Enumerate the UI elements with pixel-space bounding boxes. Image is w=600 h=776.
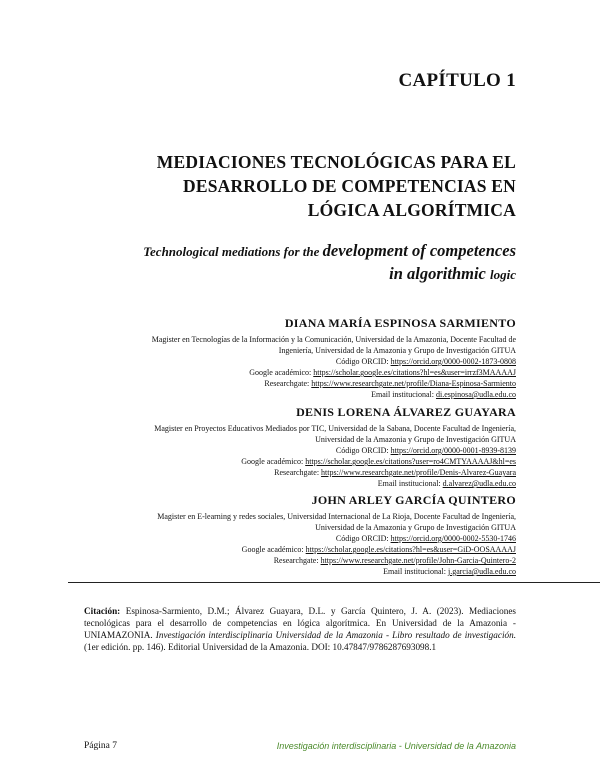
scholar-link[interactable]: https://scholar.google.es/citations?hl=es&user=GiD-OOSAAAAJ <box>305 545 516 554</box>
researchgate-link[interactable]: https://www.researchgate.net/profile/Denis-Alvarez-Guayara <box>321 468 516 477</box>
researchgate-link[interactable]: https://www.researchgate.net/profile/Diana-Espinosa-Sarmiento <box>311 379 516 388</box>
researchgate-label: Researchgate: <box>273 556 321 565</box>
citation-paragraph <box>84 605 516 653</box>
scholar-line <box>46 544 516 555</box>
horizontal-divider <box>68 582 600 583</box>
email-link[interactable]: d.alvarez@udla.edu.co <box>442 479 516 488</box>
subtitle-part: in algorithmic <box>389 264 490 283</box>
scholar-label: Google académico: <box>241 545 306 554</box>
author-affiliation: Universidad de la Amazonia y Grupo de Investigación GITUA <box>315 435 516 444</box>
scholar-label: Google académico: <box>241 457 306 466</box>
page-number: Página 7 <box>84 741 117 751</box>
author-affiliation: Universidad de la Amazonia y Grupo de Investigación GITUA <box>315 523 516 532</box>
email-line <box>46 389 516 400</box>
orcid-link[interactable]: https://orcid.org/0000-0002-1873-0808 <box>390 357 516 366</box>
email-line <box>46 566 516 577</box>
orcid-line <box>46 356 516 367</box>
citation-book-title: Investigación interdisciplinaria Universidad de la Amazonia - Libro resultado de investigación. <box>155 630 516 640</box>
chapter-title <box>76 150 516 222</box>
researchgate-line <box>46 378 516 389</box>
author-block <box>46 316 516 400</box>
author-name: DENIS LORENA ÁLVAREZ GUAYARA <box>296 405 516 419</box>
scholar-link[interactable]: https://scholar.google.es/citations?user=ro4CMTYAAAAJ&hl=es <box>305 457 516 466</box>
researchgate-line <box>46 555 516 566</box>
orcid-link[interactable]: https://orcid.org/0000-0001-8939-8139 <box>390 446 516 455</box>
title-line: DESARROLLO DE COMPETENCIAS EN <box>182 176 516 196</box>
email-line <box>46 478 516 489</box>
orcid-line <box>46 533 516 544</box>
title-line: MEDIACIONES TECNOLÓGICAS PARA EL <box>156 152 516 172</box>
author-affiliation: Ingeniería, Universidad de la Amazonia y Grupo de Investigación GITUA <box>278 346 516 355</box>
orcid-label: Código ORCID: <box>335 357 391 366</box>
email-label: Email institucional: <box>377 479 443 488</box>
scholar-link[interactable]: https://scholar.google.es/citations?hl=es&user=irrzf3MAAAAJ <box>313 368 516 377</box>
chapter-heading: CAPÍTULO 1 <box>398 70 516 91</box>
scholar-label: Google académico: <box>249 368 314 377</box>
citation-label: Citación: <box>84 606 121 616</box>
author-block <box>46 493 516 577</box>
citation-text: (1er edición. pp. 146). Editorial Universidad de la Amazonia. DOI: 10.47847/9786287693098.1 <box>84 642 437 652</box>
email-label: Email institucional: <box>371 390 436 399</box>
series-title: Investigación interdisciplinaria - Universidad de la Amazonia <box>276 741 516 751</box>
email-link[interactable]: j.garcia@udla.edu.co <box>447 567 516 576</box>
author-block <box>46 405 516 489</box>
citation-text: Espinosa-Sarmiento, D.M.; Álvarez Guayara, D.L. y García Quintero, J. A. (2023). Mediaciones tecnológicas para el desarrollo de competencias en lógica algorítmica. En Universidad de la Amazonia - UNIAMAZONIA. <box>84 606 516 640</box>
orcid-label: Código ORCID: <box>335 534 391 543</box>
scholar-line <box>46 456 516 467</box>
subtitle-part: logic <box>490 267 516 282</box>
orcid-label: Código ORCID: <box>335 446 391 455</box>
researchgate-label: Researchgate: <box>274 468 322 477</box>
author-name: JOHN ARLEY GARCÍA QUINTERO <box>311 493 516 507</box>
orcid-line <box>46 445 516 456</box>
english-subtitle <box>56 240 516 286</box>
researchgate-label: Researchgate: <box>264 379 312 388</box>
subtitle-part: development of competences <box>322 241 516 260</box>
author-affiliation: Magister en Proyectos Educativos Mediados por TIC, Universidad de la Sabana, Docente Facultad de Ingeniería, <box>154 424 516 433</box>
subtitle-part: Technological mediations for the <box>143 244 323 259</box>
author-name: DIANA MARÍA ESPINOSA SARMIENTO <box>284 316 516 330</box>
title-line: LÓGICA ALGORÍTMICA <box>307 200 516 220</box>
email-label: Email institucional: <box>383 567 448 576</box>
email-link[interactable]: di.espinosa@udla.edu.co <box>435 390 516 399</box>
author-affiliation: Magister en E-learning y redes sociales, Universidad Internacional de La Rioja, Docente Facultad de Ingeniería, <box>157 512 516 521</box>
orcid-link[interactable]: https://orcid.org/0000-0002-5530-1746 <box>390 534 516 543</box>
researchgate-line <box>46 467 516 478</box>
author-affiliation: Magister en Tecnologías de la Información y la Comunicación, Universidad de la Amazonia, Docente Facultad de <box>151 335 516 344</box>
researchgate-link[interactable]: https://www.researchgate.net/profile/John-Garcia-Quintero-2 <box>320 556 516 565</box>
scholar-line <box>46 367 516 378</box>
